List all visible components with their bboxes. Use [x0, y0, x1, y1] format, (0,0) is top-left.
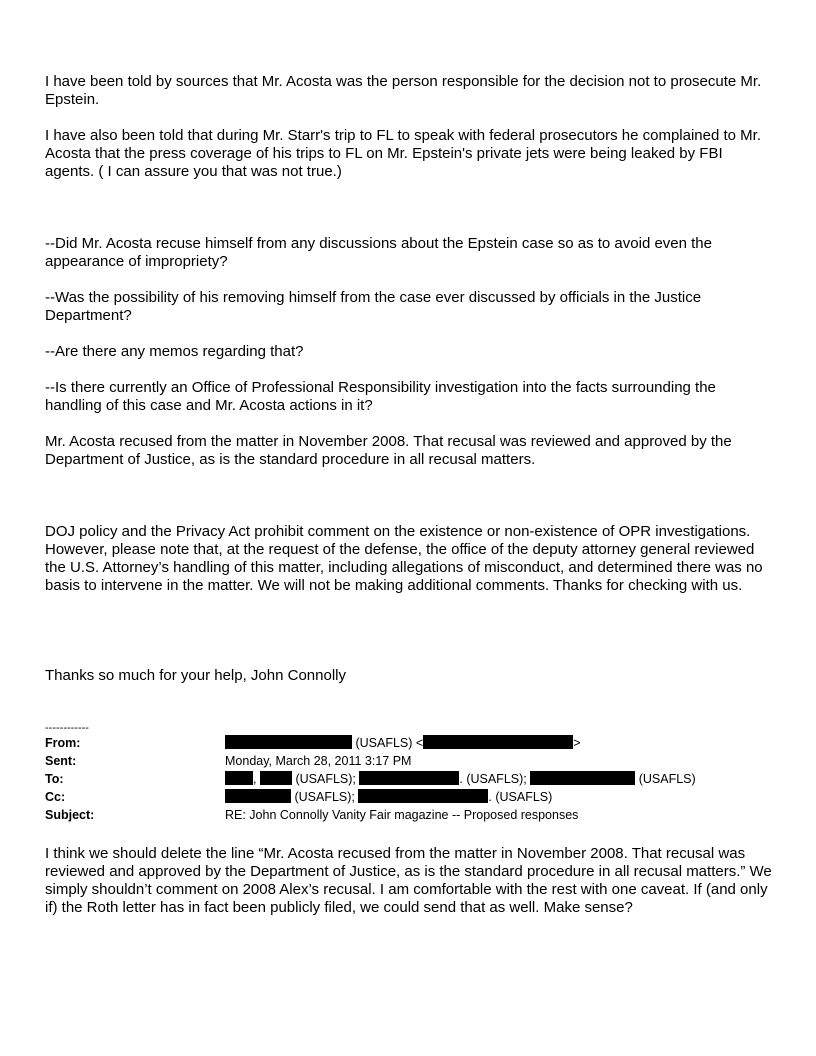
- sent-label: Sent:: [45, 754, 77, 768]
- answer-recusal: Mr. Acosta recused from the matter in November 2008. That recusal was reviewed and approved by the Department of Justice, as is the standard procedure in all recusal matters.: [45, 433, 732, 468]
- email-cc-row: [45, 788, 785, 806]
- thanks-line: Thanks so much for your help, John Connolly: [45, 667, 346, 684]
- question-memos: --Are there any memos regarding that?: [45, 343, 304, 360]
- paragraph-starr-trip: I have also been told that during Mr. Starr's trip to FL to speak with federal prosecutors he complained to Mr. Acosta that the press coverage of his trips to FL on Mr. Epstein's private jets were being leaked by FBI agents. ( I can assure you that was not true.): [45, 127, 762, 180]
- cc-value: [225, 788, 552, 806]
- email-from-row: [45, 734, 785, 752]
- cc-org-1: (USAFLS);: [294, 790, 355, 804]
- redaction-block: [358, 789, 488, 803]
- from-label: From:: [45, 736, 81, 750]
- question-opr: --Is there currently an Office of Professional Responsibility investigation into the facts surrounding the handling of this case and Mr. Acosta actions in it?: [45, 379, 716, 414]
- cc-label: Cc:: [45, 790, 66, 804]
- redaction-block: [225, 789, 291, 803]
- answer-doj-policy: DOJ policy and the Privacy Act prohibit comment on the existence or non-existence of OPR investigations. However, please note that, at the request of the defense, the office of the deputy attorney general reviewed the U.S. Attorney’s handling of this matter, including allegations of misconduct, and determined there was no basis to intervene in the matter. We will not be making additional comments. Thanks for checking with us.: [45, 523, 763, 594]
- email-divider: ------------: [45, 722, 89, 734]
- paragraph-sources: I have been told by sources that Mr. Acosta was the person responsible for the decision not to prosecute Mr. Epstein.: [45, 73, 762, 108]
- to-value: [225, 770, 696, 788]
- redaction-block: [530, 771, 635, 785]
- redaction-block: [225, 735, 352, 749]
- email-to-row: [45, 770, 785, 788]
- redaction-block: [359, 771, 459, 785]
- from-close: >: [573, 736, 581, 750]
- to-label: To:: [45, 772, 64, 786]
- reply-paragraph: I think we should delete the line “Mr. Acosta recused from the matter in November 2008. That recusal was reviewed and approved by the Department of Justice, as is the standard procedure in all recusal matters.” We simply shouldn’t comment on 2008 Alex’s recusal. I am comfortable with the rest with one caveat. If (and only if) the Roth letter has in fact been publicly filed, we could send that as well. Make sense?: [45, 845, 772, 916]
- subject-value: RE: John Connolly Vanity Fair magazine -- Proposed responses: [225, 808, 579, 822]
- to-org-1: (USAFLS);: [295, 772, 356, 786]
- to-comma: ,: [253, 772, 257, 786]
- email-subject-row: [45, 806, 785, 824]
- question-removing: --Was the possibility of his removing himself from the case ever discussed by officials in the Justice Department?: [45, 289, 702, 324]
- to-org-2: . (USAFLS);: [459, 772, 527, 786]
- email-sent-row: [45, 752, 785, 770]
- to-org-3: (USAFLS): [638, 772, 696, 786]
- redaction-block: [260, 771, 292, 785]
- from-org: (USAFLS) <: [355, 736, 424, 750]
- subject-label: Subject:: [45, 808, 95, 822]
- redaction-block: [423, 735, 573, 749]
- question-recuse: --Did Mr. Acosta recuse himself from any discussions about the Epstein case so as to avoid even the appearance of impropriety?: [45, 235, 712, 270]
- sent-value: Monday, March 28, 2011 3:17 PM: [225, 754, 412, 768]
- from-value: [225, 734, 581, 752]
- redaction-block: [225, 771, 253, 785]
- cc-org-2: . (USAFLS): [488, 790, 553, 804]
